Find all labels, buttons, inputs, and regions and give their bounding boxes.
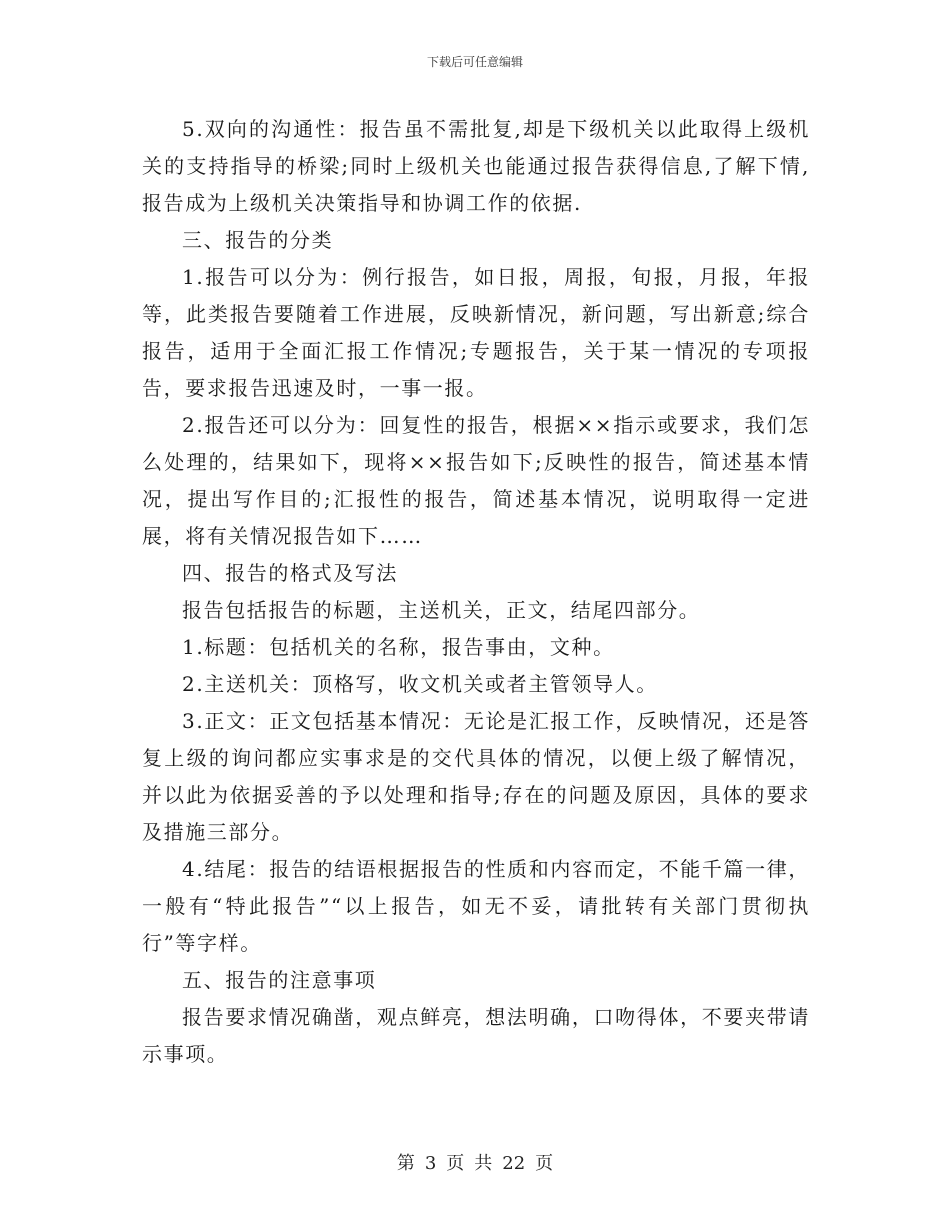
page-suffix: 页 [535, 1153, 554, 1174]
page-header: 下载后可任意编辑 [426, 55, 523, 69]
section-heading-classification: 三、报告的分类 [182, 228, 334, 252]
page-word: 页 [446, 1153, 465, 1174]
current-page: 3 [424, 1153, 437, 1174]
page-prefix: 第 [396, 1153, 415, 1174]
section-heading-notes: 五、报告的注意事项 [182, 968, 377, 992]
page-number [0, 1152, 950, 1176]
document-body [142, 111, 810, 1073]
paragraph-format-intro: 报告包括报告的标题，主送机关，正文，结尾四部分。 [182, 598, 701, 622]
paragraph-notes: 报告要求情况确凿，观点鲜亮，想法明确，口吻得体，不要夹带请示事项。 [142, 1005, 810, 1066]
total-pages: 22 [502, 1153, 526, 1174]
total-word: 共 [474, 1153, 493, 1174]
paragraph-format-ending: 4.结尾：报告的结语根据报告的性质和内容而定，不能千篇一律，一般有“特此报告”“以上报告，如无不妥，请批转有关部门贯彻执行”等字样。 [142, 857, 810, 955]
paragraph-bidirectional-communication: 5.双向的沟通性：报告虽不需批复,却是下级机关以此取得上级机关的支持指导的桥梁;同时上级机关也能通过报告获得信息,了解下情,报告成为上级机关决策指导和协调工作的依据. [142, 117, 810, 215]
paragraph-classification-1: 1.报告可以分为：例行报告，如日报，周报，旬报，月报，年报等，此类报告要随着工作进展，反映新情况，新问题，写出新意;综合报告，适用于全面汇报工作情况;专题报告，关于某一情况的专项报告，要求报告迅速及时，一事一报。 [142, 265, 810, 400]
paragraph-format-body: 3.正文：正文包括基本情况：无论是汇报工作，反映情况，还是答复上级的询问都应实事求是的交代具体的情况，以便上级了解情况，并以此为依据妥善的予以处理和指导;存在的问题及原因，具体的要求及措施三部分。 [142, 709, 810, 844]
section-heading-format: 四、报告的格式及写法 [182, 561, 398, 585]
paragraph-format-recipient: 2.主送机关：顶格写，收文机关或者主管领导人。 [182, 672, 658, 696]
paragraph-classification-2: 2.报告还可以分为：回复性的报告，根据××指示或要求，我们怎么处理的，结果如下，现将××报告如下;反映性的报告，简述基本情况，提出写作目的;汇报性的报告，简述基本情况，说明取得一定进展，将有关情况报告如下…… [142, 413, 810, 548]
paragraph-format-title: 1.标题：包括机关的名称，报告事由，文种。 [182, 635, 615, 659]
